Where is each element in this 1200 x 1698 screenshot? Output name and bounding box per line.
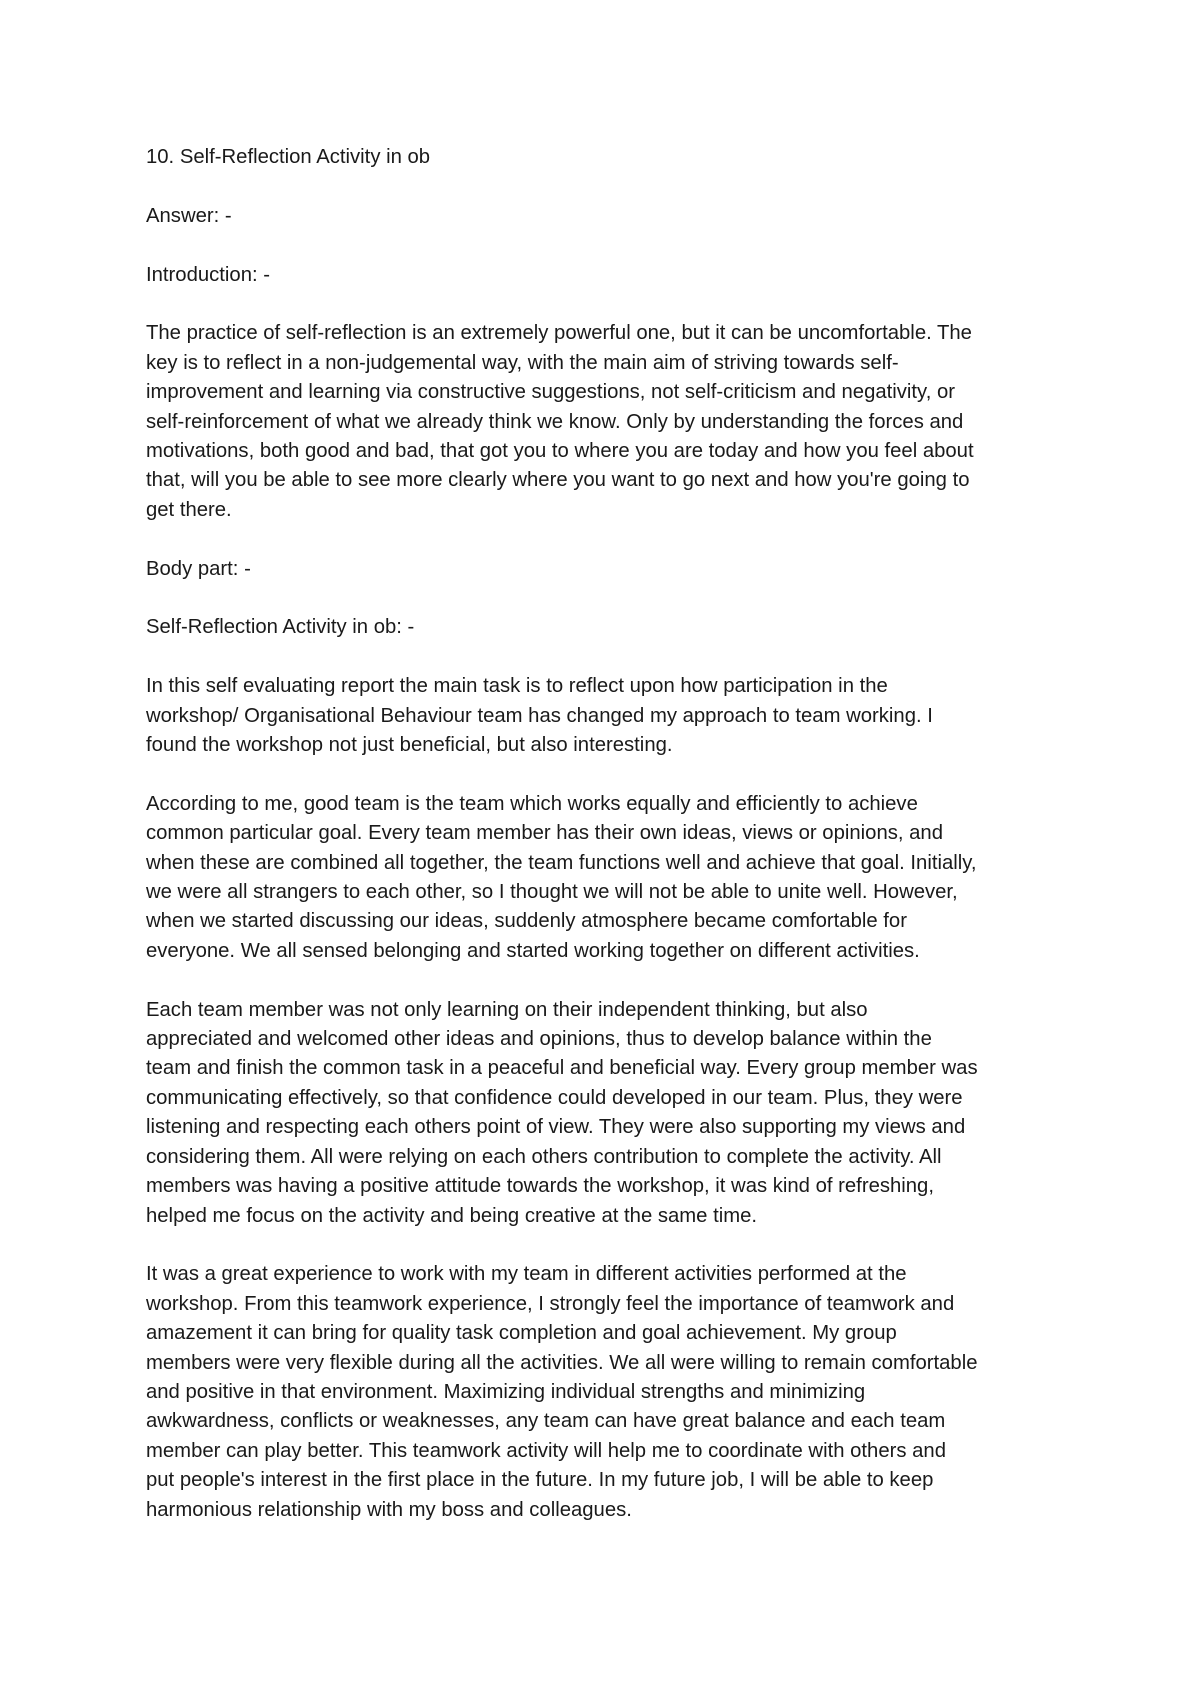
paragraph-line: members was having a positive attitude towards the workshop, it was kind of refreshing, (146, 1175, 934, 1198)
paragraph-line: member can play better. This teamwork activity will help me to coordinate with others and (146, 1439, 946, 1462)
paragraph-line: self-reinforcement of what we already think we know. Only by understanding the forces and (146, 410, 964, 433)
answer-label: Answer: - (146, 204, 232, 227)
paragraph-line: amazement it can bring for quality task completion and goal achievement. My group (146, 1322, 897, 1345)
paragraph-line: The practice of self-reflection is an extremely powerful one, but it can be uncomfortable. The (146, 322, 972, 345)
paragraph-line: listening and respecting each others point of view. They were also supporting my views and (146, 1116, 966, 1139)
paragraph-line: members were very flexible during all the activities. We all were willing to remain comfortable (146, 1351, 978, 1374)
paragraph-line: found the workshop not just beneficial, but also interesting. (146, 734, 673, 757)
paragraph-line: everyone. We all sensed belonging and started working together on different activities. (146, 939, 920, 962)
paragraph-line: when we started discussing our ideas, suddenly atmosphere became comfortable for (146, 910, 907, 933)
paragraph-line: that, will you be able to see more clearly where you want to go next and how you're going to (146, 469, 970, 492)
body-paragraph-2 (146, 790, 1076, 966)
paragraph-line: harmonious relationship with my boss and colleagues. (146, 1498, 632, 1521)
paragraph-line: and positive in that environment. Maximizing individual strengths and minimizing (146, 1380, 866, 1403)
introduction-label: Introduction: - (146, 263, 271, 286)
paragraph-line: we were all strangers to each other, so I thought we will not be able to unite well. However, (146, 881, 958, 904)
paragraph-line: It was a great experience to work with my team in different activities performed at the (146, 1263, 907, 1286)
paragraph-line: awkwardness, conflicts or weaknesses, any team can have great balance and each team (146, 1410, 946, 1433)
document-title: 10. Self-Reflection Activity in ob (146, 146, 431, 168)
body-paragraph-1 (146, 672, 1076, 760)
paragraph-line: considering them. All were relying on each others contribution to complete the activity. All (146, 1145, 942, 1168)
body-part-label: Body part: - (146, 557, 251, 580)
section-heading: Self-Reflection Activity in ob: - (146, 616, 415, 639)
paragraph-line: workshop. From this teamwork experience, I strongly feel the importance of teamwork and (146, 1292, 955, 1315)
paragraph-line: In this self evaluating report the main task is to reflect upon how participation in the (146, 675, 888, 698)
body-paragraph-3 (146, 996, 1076, 1231)
paragraph-line: put people's interest in the first place in the future. In my future job, I will be able to keep (146, 1469, 934, 1492)
introduction-paragraph (146, 319, 1076, 525)
paragraph-line: appreciated and welcomed other ideas and opinions, thus to develop balance within the (146, 1028, 932, 1051)
paragraph-line: Each team member was not only learning on their independent thinking, but also (146, 998, 868, 1021)
paragraph-line: workshop/ Organisational Behaviour team has changed my approach to team working. I (146, 704, 933, 727)
paragraph-line: team and finish the common task in a peaceful and beneficial way. Every group member was (146, 1057, 978, 1080)
paragraph-line: common particular goal. Every team member has their own ideas, views or opinions, and (146, 822, 943, 845)
paragraph-line: key is to reflect in a non-judgemental way, with the main aim of striving towards self- (146, 351, 899, 374)
paragraph-line: According to me, good team is the team which works equally and efficiently to achieve (146, 792, 918, 815)
paragraph-line: communicating effectively, so that confidence could developed in our team. Plus, they were (146, 1086, 963, 1109)
paragraph-line: get there. (146, 498, 232, 521)
paragraph-line: when these are combined all together, the team functions well and achieve that goal. Initially, (146, 851, 977, 874)
body-paragraph-4 (146, 1260, 1076, 1525)
paragraph-line: improvement and learning via constructive suggestions, not self-criticism and negativity, or (146, 381, 955, 404)
document-body (146, 143, 1076, 1554)
paragraph-line: helped me focus on the activity and being creative at the same time. (146, 1204, 758, 1227)
paragraph-line: motivations, both good and bad, that got you to where you are today and how you feel about (146, 440, 974, 463)
